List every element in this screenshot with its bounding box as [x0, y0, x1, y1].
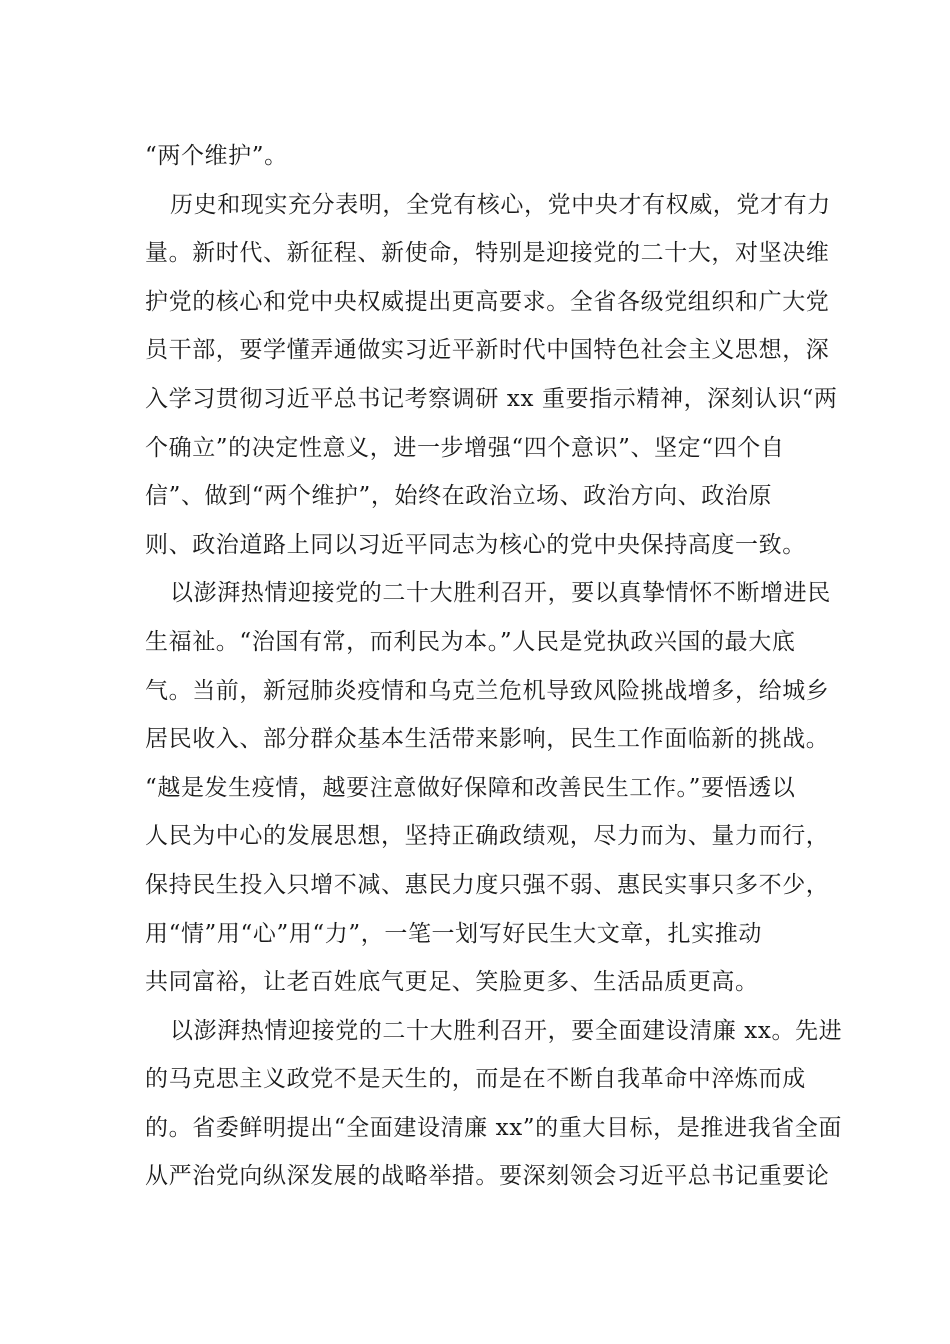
text-line: 从严治党向纵深发展的战略举措。要深刻领会习近平总书记重要论 — [145, 1163, 830, 1190]
text-line: 的。省委鲜明提出“全面建设清廉 xx”的重大目标，是推进我省全面 — [145, 1114, 842, 1141]
text-line: 量。新时代、新征程、新使命，特别是迎接党的二十大，对坚决维 — [145, 240, 830, 267]
document-body — [145, 132, 843, 1201]
text-line: 入学习贯彻习近平总书记考察调研 xx 重要指示精神，深刻认识“两 — [145, 385, 838, 412]
text-line: 员干部，要学懂弄通做实习近平新时代中国特色社会主义思想，深 — [145, 337, 830, 364]
text-line: 信”、做到“两个维护”，始终在政治立场、政治方向、政治原 — [145, 483, 773, 510]
paragraph-first-line: 以澎湃热情迎接党的二十大胜利召开，要以真挚情怀不断增进民 — [170, 580, 831, 607]
text-line: 人民为中心的发展思想，坚持正确政绩观，尽力而为、量力而行， — [145, 823, 830, 850]
paragraph-first-line: 以澎湃热情迎接党的二十大胜利召开，要全面建设清廉 xx。先进 — [170, 1017, 843, 1044]
text-line: 生福祉。“治国有常，而利民为本。”人民是党执政兴国的最大底 — [145, 628, 796, 655]
text-line: 个确立”的决定性意义，进一步增强“四个意识”、坚定“四个自 — [145, 434, 785, 461]
text-line: “越是发生疫情，越要注意做好保障和改善民生工作。”要悟透以 — [145, 774, 796, 801]
text-line: 共同富裕，让老百姓底气更足、笑脸更多、生活品质更高。 — [145, 969, 759, 996]
text-line: 用“情”用“心”用“力”，一笔一划写好民生大文章，扎实推动 — [145, 920, 762, 947]
text-line: 护党的核心和党中央权威提出更高要求。全省各级党组织和广大党 — [145, 288, 830, 315]
text-line: 的马克思主义政党不是天生的，而是在不断自我革命中淬炼而成 — [145, 1066, 806, 1093]
text-line: 则、政治道路上同以习近平同志为核心的党中央保持高度一致。 — [145, 531, 806, 558]
text-line: 居民收入、部分群众基本生活带来影响，民生工作面临新的挑战。 — [145, 726, 830, 753]
text-line: 气。当前，新冠肺炎疫情和乌克兰危机导致风险挑战增多，给城乡 — [145, 677, 830, 704]
text-line: “两个维护”。 — [145, 143, 288, 169]
text-line: 保持民生投入只增不减、惠民力度只强不弱、惠民实事只多不少， — [145, 871, 830, 898]
paragraph-first-line: 历史和现实充分表明，全党有核心，党中央才有权威，党才有力 — [170, 191, 831, 218]
